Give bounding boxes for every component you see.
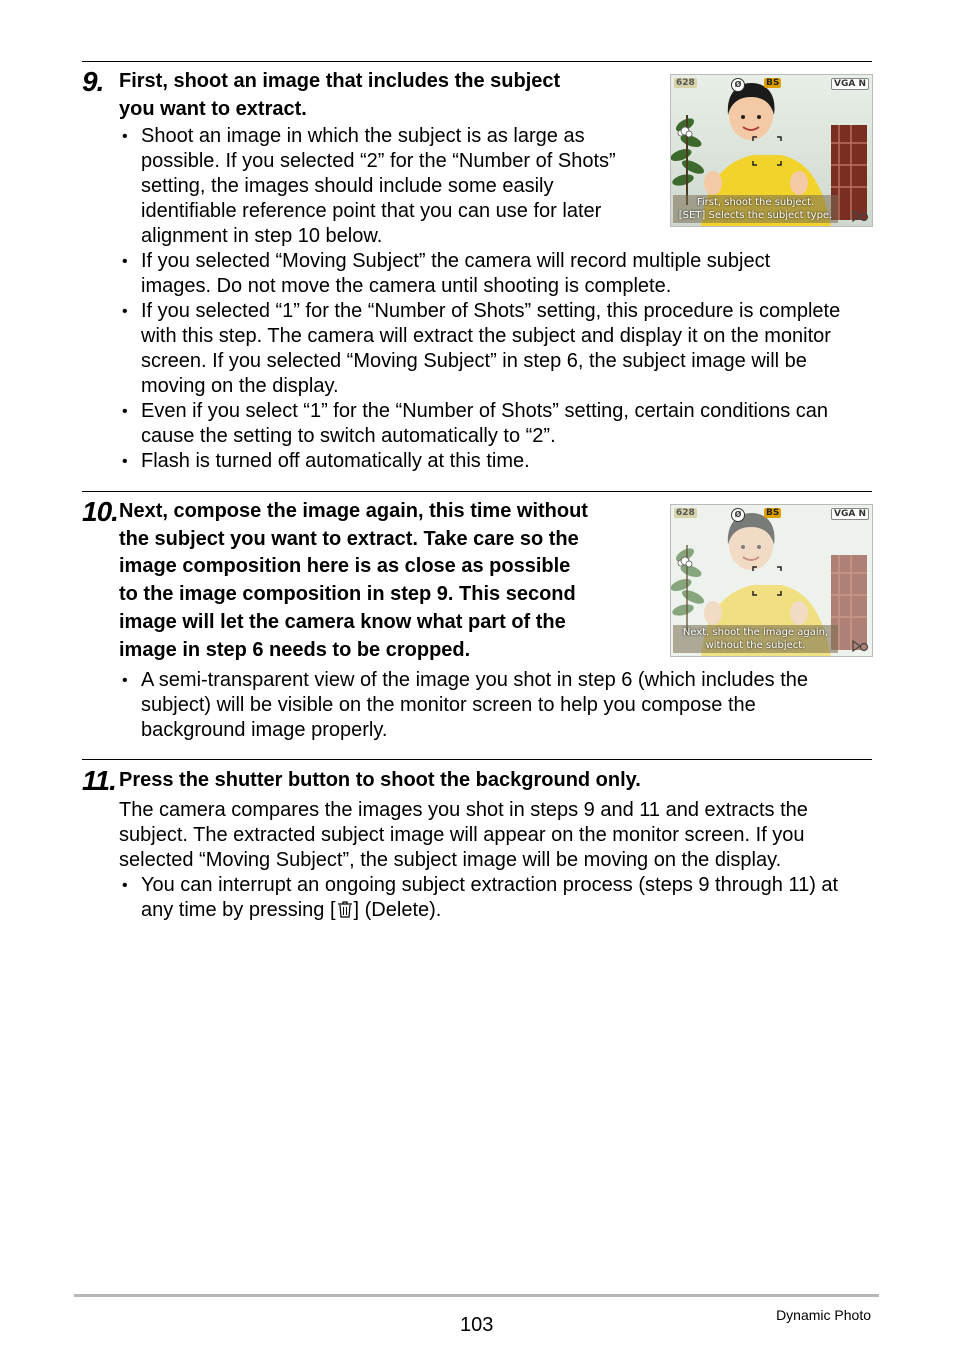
- section-name: Dynamic Photo: [776, 1307, 871, 1323]
- page-number: 103: [460, 1314, 494, 1336]
- screen-caption: Next, shoot the image again, without the subject.: [673, 625, 838, 653]
- step-11-body: The camera compares the images you shot in steps 9 and 11 and extracts the subject. The extracted subject image will appear on the monitor screen. If you selected “Moving Subject”, the subject image will be moving on the display.: [119, 799, 808, 871]
- image-size-badge: VGA N: [831, 78, 869, 90]
- shots-remaining: 628: [676, 78, 695, 88]
- bs-mode-badge: BS: [766, 508, 780, 518]
- list-item: • A semi-transparent view of the image you shot in step 6 (which includes the subject) will be visible on the monitor screen to help you compose the background image properly.: [119, 668, 879, 743]
- list-item: • Even if you select “1” for the “Number of Shots” setting, certain conditions can cause the setting to switch automatically to “2”.: [119, 399, 879, 449]
- mode-icon: Ø: [731, 78, 745, 92]
- step-11-bullets: [119, 873, 879, 923]
- list-item: • You can interrupt an ongoing subject extraction process (steps 9 through 11) at any time by pressing [ ] (Delete).: [119, 873, 879, 923]
- step-10-bullets: [119, 668, 879, 743]
- list-item: • Shoot an image in which the subject is as large as possible. If you selected “2” for the “Number of Shots” setting, the images should include some easily identifiable reference point that you can use for later alignment in step 10 below.: [119, 124, 879, 249]
- trash-icon: [336, 899, 354, 919]
- footer-rule: [74, 1294, 879, 1297]
- list-item: • If you selected “1” for the “Number of Shots” setting, this procedure is complete with this step. The camera will extract the subject and display it on the monitor screen. If you selected “Moving Subject” in step 6, the subject image will be moving on the display.: [119, 299, 879, 399]
- camera-screen-step-9: [670, 74, 873, 227]
- step-9-number: 9.: [82, 66, 104, 97]
- image-size-badge: VGA N: [831, 508, 869, 520]
- mode-icon: Ø: [731, 508, 745, 522]
- playback-icon: [851, 210, 869, 222]
- step-9-rule: [82, 61, 872, 62]
- screen-caption: First, shoot the subject. [SET] Selects the subject type.: [673, 195, 838, 223]
- step-11-heading: Press the shutter button to shoot the background only.: [119, 769, 641, 791]
- list-item: • If you selected “Moving Subject” the camera will record multiple subject images. Do not move the camera until shooting is complete.: [119, 249, 879, 299]
- camera-screen-step-10: [670, 504, 873, 657]
- playback-icon: [851, 640, 869, 652]
- step-10-heading: Next, compose the image again, this time without the subject you want to extract. Take care so the image composition here is as close as possible to the image composition in step 9. This second image will let the camera know what part of the image in step 6 needs to be cropped.: [119, 500, 588, 661]
- step-11-number: 11.: [82, 765, 116, 796]
- step-11-rule: [82, 759, 872, 760]
- shots-remaining: 628: [676, 508, 695, 518]
- list-item: • Flash is turned off automatically at this time.: [119, 449, 879, 474]
- step-10-rule: [82, 491, 872, 492]
- step-9-heading: First, shoot an image that includes the subject you want to extract.: [119, 70, 561, 120]
- bs-mode-badge: BS: [766, 78, 780, 88]
- step-10-number: 10.: [82, 496, 118, 527]
